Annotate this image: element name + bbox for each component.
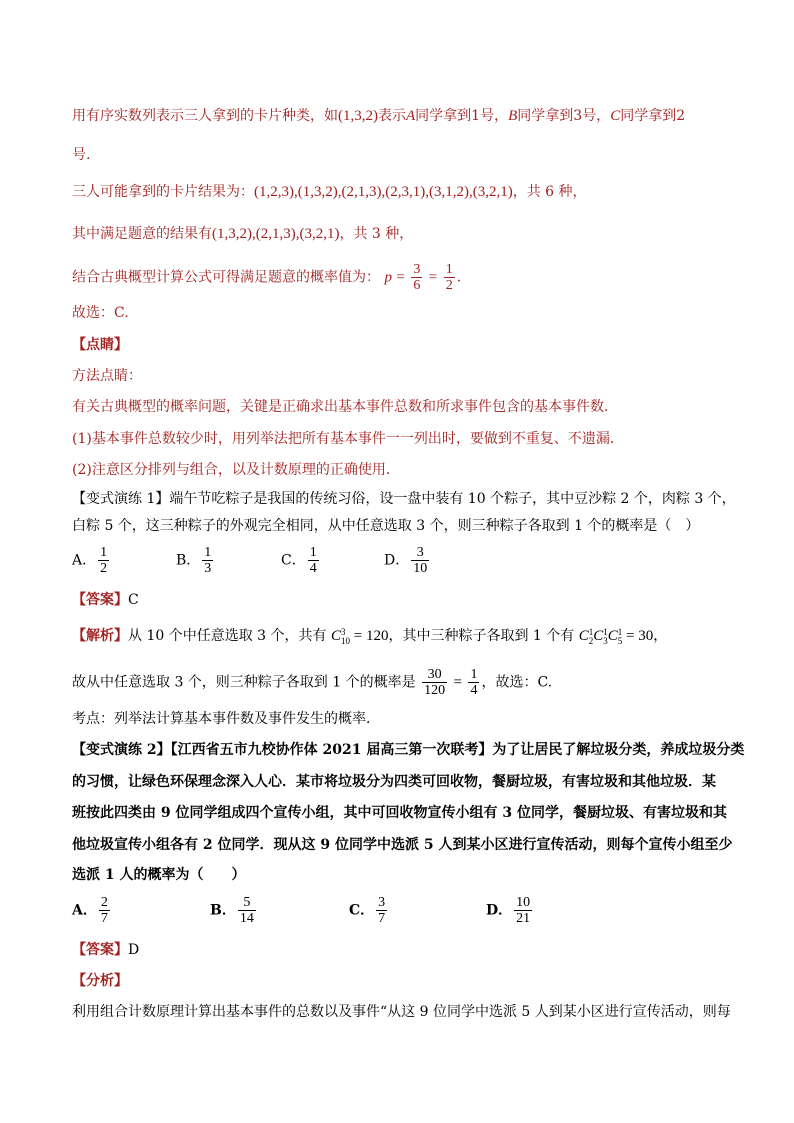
numerator: 1: [309, 545, 317, 560]
option-label: A．: [72, 552, 97, 569]
text: 其中满足题意的结果有: [72, 226, 212, 242]
equals: =: [396, 269, 405, 286]
option-label: D．: [486, 902, 513, 919]
option-label: A．: [72, 902, 97, 919]
denominator: 120: [424, 683, 446, 698]
var-p: p: [384, 269, 392, 286]
equals: =: [428, 269, 438, 286]
superscript: 1: [617, 626, 623, 637]
analysis-tag: 【解析】: [72, 628, 128, 644]
numerator: 3: [413, 262, 421, 277]
q1-analysis-line-2: [72, 667, 552, 698]
fraction: [468, 667, 479, 698]
combination-expr: C 3 10 = 120: [330, 626, 389, 646]
fraction: [308, 545, 319, 576]
denominator: 4: [309, 561, 317, 576]
denominator: 2: [445, 278, 453, 293]
q1-line-1: 【变式演练 1】端午节吃粽子是我国的传统习俗，设一盘中装有 10 个粽子，其中豆沙粽 2 个，肉粽 3 个，: [72, 491, 736, 507]
q1-analysis-line-1: [72, 627, 667, 646]
denominator: 7: [378, 911, 386, 926]
denominator: 7: [100, 911, 108, 926]
value: = 30: [626, 628, 654, 644]
text: 从 10 个中任意选取 3 个，共有: [128, 628, 327, 644]
solution-line-6: 故选：C.: [72, 305, 129, 321]
subscript: 5: [617, 635, 623, 646]
solution-line-9: 有关古典概型的概率问题，关键是正确求出基本事件总数和所求事件包含的基本事件数．: [72, 399, 618, 415]
fraction: [444, 262, 455, 293]
numerator: 3: [378, 895, 386, 910]
denominator: 6: [413, 278, 421, 293]
q1-kaodian: 考点：列举法计算基本事件数及事件发生的概率．: [72, 711, 380, 727]
fraction: [422, 667, 447, 698]
solution-line-3: [72, 183, 587, 201]
text: ，: [653, 628, 668, 644]
var-c: C: [610, 108, 621, 124]
q1-option-d: [384, 545, 431, 576]
c-symbol: C: [607, 628, 618, 644]
denominator: 3: [204, 561, 212, 576]
subscript: 2: [588, 635, 594, 646]
text: 结合古典概型计算公式可得满足题意的概率值为：: [72, 269, 380, 286]
option-label: C．: [281, 552, 306, 569]
solution-line-11: (2)注意区分排列与组合，以及计数原理的正确使用.: [72, 462, 391, 478]
section-heading: 【点睛】: [72, 337, 128, 353]
q2-line-4: 他垃圾宣传小组各有 2 位同学．现从这 9 位同学中选派 5 人到某小区进行宣传活动，则每个宣传小组至少: [72, 837, 733, 853]
text: 同学拿到1号，: [415, 108, 509, 124]
option-label: B．: [176, 552, 201, 569]
numerator: 5: [238, 895, 256, 911]
text: 同学拿到3号，: [517, 108, 611, 124]
period: .: [456, 269, 462, 286]
q1-option-c: [281, 545, 321, 576]
numerator: 1: [445, 262, 453, 277]
subscript: 3: [603, 635, 608, 646]
solution-line-10: (1)基本事件总数较少时，用列举法把所有基本事件一一列出时，要做到不重复、不遗漏．: [72, 431, 624, 447]
fraction: [411, 262, 422, 293]
q2-option-c: [349, 895, 389, 926]
text: ，其中三种粽子各取到 1 个有: [388, 628, 575, 644]
denominator: 4: [470, 683, 478, 698]
numerator: 1: [470, 667, 478, 682]
subscript: 10: [341, 635, 350, 646]
option-label: B．: [210, 902, 236, 919]
text: 用有序实数列表示三人拿到的卡片种类，如: [72, 108, 338, 124]
fraction: [98, 545, 109, 576]
q2-line-1: 【变式演练 2】【江西省五市九校协作体 2021 届高三第一次联考】为了让居民了解垃圾分类，养成垃圾分类: [72, 742, 745, 758]
fraction: [376, 895, 387, 926]
q2-option-d: [486, 895, 534, 926]
q1-option-a: [72, 545, 111, 576]
numerator: 1: [204, 545, 212, 560]
superscript: 1: [603, 626, 608, 637]
numerator: 10: [516, 895, 531, 910]
tuple-example: (1,3,2): [338, 108, 378, 124]
solution-line-8: 方法点睛：: [72, 368, 142, 384]
answer-value: C: [128, 592, 139, 608]
numerator: 3: [411, 545, 429, 561]
text: 表示: [378, 108, 406, 124]
q1-option-b: [176, 545, 215, 576]
var-b: B: [508, 108, 518, 124]
fraction: [411, 545, 429, 576]
q2-option-b: [210, 895, 258, 926]
text: 三人可能拿到的卡片结果为：: [72, 184, 254, 200]
fraction: [202, 545, 213, 576]
combination-product: [579, 628, 654, 644]
answer-tag: 【答案】: [72, 592, 128, 608]
text: ，共 6 种，: [512, 184, 587, 200]
fraction: [238, 895, 256, 926]
tuple-list: (1,3,2),(2,1,3),(3,2,1): [212, 226, 340, 242]
superscript: 1: [588, 626, 594, 637]
fraction: [99, 895, 110, 926]
var-a: A: [406, 108, 416, 124]
q2-answer: [72, 941, 139, 959]
equals: =: [453, 674, 462, 691]
q2-analysis-tag: 【分析】: [72, 973, 128, 989]
q2-line-2: 的习惯，让绿色环保理念深入人心．某市将垃圾分为四类可回收物，餐厨垃圾，有害垃圾和其他垃圾．某: [72, 774, 716, 790]
answer-value: D: [128, 942, 140, 958]
c-symbol: C: [578, 628, 589, 644]
solution-line-4: [72, 225, 413, 243]
solution-line-2: 号.: [72, 147, 91, 163]
tuple-list: (1,2,3),(1,3,2),(2,1,3),(2,3,1),(3,1,2),(3,2,1): [254, 184, 513, 200]
text: ，故选：C.: [481, 674, 553, 691]
text: 故从中任意选取 3 个，则三种粽子各取到 1 个的概率是: [72, 674, 416, 691]
numerator: 30: [422, 667, 447, 683]
q2-line-3: 班按此四类由 9 位同学组成四个宣传小组，其中可回收物宣传小组有 3 位同学，餐厨垃圾、有害垃圾和其: [72, 805, 727, 821]
text: 同学拿到2: [620, 108, 686, 124]
c-symbol: C: [593, 628, 604, 644]
fraction: [514, 895, 532, 926]
q1-line-2: 白粽 5 个，这三种粽子的外观完全相同，从中任意选取 3 个，则三种粽子各取到 1 个的概率是（ ）: [72, 518, 700, 534]
option-label: D．: [384, 552, 410, 569]
q1-answer: [72, 591, 139, 609]
solution-line-5: [72, 262, 461, 293]
denominator: 14: [239, 911, 254, 926]
q2-analysis-line-1: 利用组合计数原理计算出基本事件的总数以及事件“从这 9 位同学中选派 5 人到某小区进行宣传活动，则每: [72, 1004, 731, 1020]
answer-tag: 【答案】: [72, 942, 128, 958]
q2-line-5: 选派 1 人的概率为（ ）: [72, 867, 246, 883]
numerator: 1: [100, 545, 108, 560]
denominator: 21: [516, 911, 531, 926]
solution-line-1: [72, 107, 685, 125]
value: = 120: [353, 628, 389, 644]
superscript: 3: [341, 626, 346, 637]
numerator: 2: [100, 895, 108, 910]
denominator: 2: [100, 561, 108, 576]
q2-option-a: [72, 895, 112, 926]
option-label: C．: [349, 902, 375, 919]
text: ，共 3 种，: [339, 226, 414, 242]
denominator: 10: [413, 561, 428, 576]
